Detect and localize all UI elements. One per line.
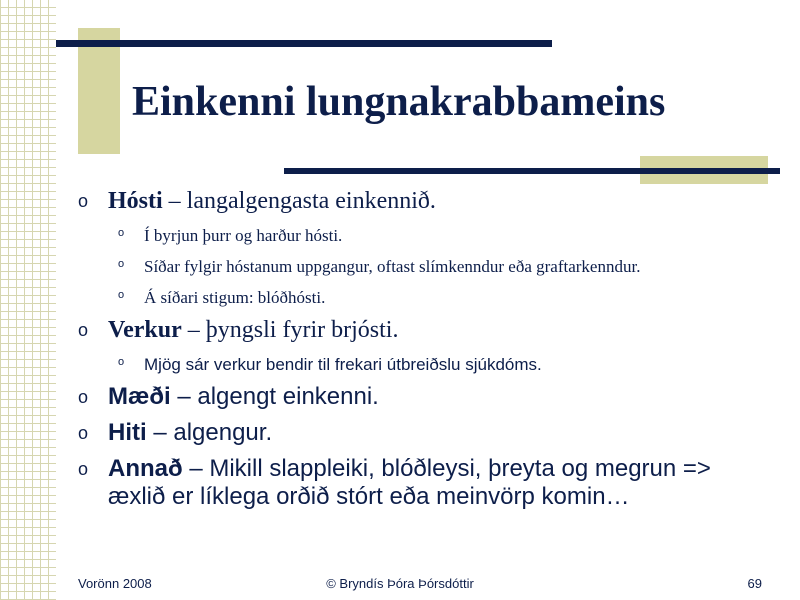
bullet-icon: o [78,459,89,479]
bullet-text: – langalgengasta einkennið. [162,188,436,214]
footer-page-number: 69 [747,576,762,591]
sub-bullet-icon: o [118,289,125,301]
sub-bullet-text: Á síðari stigum: blóðhósti. [144,288,326,307]
decorative-navy-bar-middle [284,168,780,174]
sub-bullet-item [78,285,733,310]
bullet-item [78,316,733,344]
bullet-item [78,187,733,215]
sub-bullet-text: Síðar fylgir hóstanum uppgangur, oftast slímkenndur eða graftarkenndur. [144,257,641,276]
sub-bullet-text: Mjög sár verkur bendir til frekari útbreiðslu sjúkdóms. [144,355,542,374]
slide-title: Einkenni lungnakrabbameins [132,79,666,125]
sub-bullet-item [78,352,733,377]
bullet-icon: o [78,387,89,407]
sub-bullet-icon: o [118,227,125,239]
bullet-item [78,383,733,411]
bullet-term: Annað [108,455,183,482]
footer-copyright: © Bryndís Þóra Þórsdóttir [326,576,474,591]
bullet-term: Hósti [108,188,163,214]
footer-semester: Vorönn 2008 [78,576,152,591]
sub-bullet-icon: o [118,258,125,270]
sub-bullet-item [78,254,733,279]
bullet-term: Mæði [108,383,171,410]
sub-bullet-icon: o [118,356,125,368]
bullet-icon: o [78,191,89,211]
bullet-text: – algengt einkenni. [170,383,379,410]
bullet-text: – þyngsli fyrir brjósti. [181,317,399,343]
bullet-term: Verkur [108,317,182,343]
sub-bullet-text: Í byrjun þurr og harður hósti. [144,226,343,245]
background-grid-pattern [0,0,56,600]
bullet-text: – algengur. [146,419,273,446]
decorative-navy-bar-top [56,40,552,47]
slide-content [78,187,733,519]
bullet-text: – Mikill slappleiki, blóðleysi, þreyta og megrun => æxlið er líklega orðið stórt eða meinvörp komin… [108,455,711,510]
bullet-icon: o [78,423,89,443]
bullet-item [78,455,733,511]
bullet-icon: o [78,320,89,340]
bullet-term: Hiti [108,419,147,446]
bullet-item [78,419,733,447]
sub-bullet-item [78,223,733,248]
